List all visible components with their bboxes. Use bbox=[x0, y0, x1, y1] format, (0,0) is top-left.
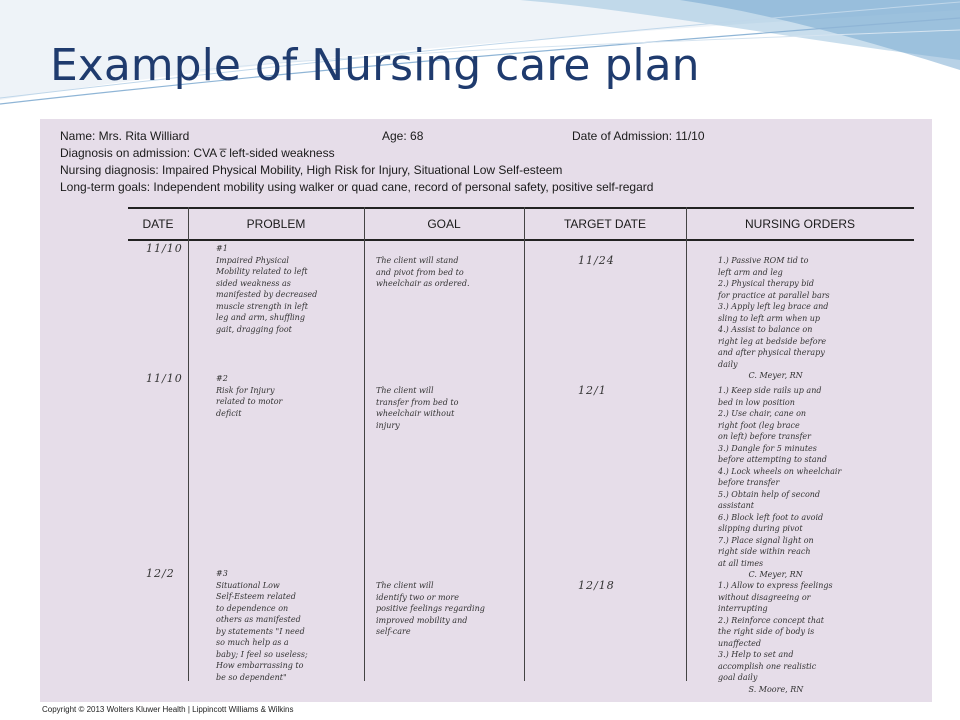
row-date: 11/10 bbox=[146, 372, 183, 385]
care-plan-document bbox=[40, 119, 932, 702]
row-goal: The client will transfer from bed to wheelchair without injury bbox=[376, 386, 459, 430]
care-plan-table bbox=[128, 207, 914, 241]
column-divider bbox=[686, 207, 687, 681]
row-date: 11/10 bbox=[146, 242, 183, 255]
column-divider bbox=[364, 207, 365, 681]
row-problem: #2 Risk for Injury related to motor deficit bbox=[216, 374, 283, 418]
row-nursing-orders: 1.) Allow to express feelings without disagreeing or interrupting 2.) Reinforce concept that the right side of body is unaffected 3.) Help to set and accomplish one realistic goal daily S. Moore, RN bbox=[718, 581, 833, 694]
copyright-footer: Copyright © 2013 Wolters Kluwer Health | Lippincott Williams & Wilkins bbox=[42, 705, 294, 714]
patient-name: Name: Mrs. Rita Williard bbox=[60, 129, 190, 143]
table-header bbox=[128, 207, 914, 241]
diagnosis-admission: Diagnosis on admission: CVA c̅ left-sided weakness bbox=[60, 146, 335, 160]
slide-title: Example of Nursing care plan bbox=[50, 40, 700, 91]
admission-date: Date of Admission: 11/10 bbox=[572, 129, 705, 143]
row-problem: #1 Impaired Physical Mobility related to left sided weakness as manifested by decreased muscle strength in left leg and arm, shuffling gait, dragging foot bbox=[216, 244, 318, 334]
row-goal: The client will identify two or more positive feelings regarding improved mobility and self-care bbox=[376, 581, 485, 636]
row-date: 12/2 bbox=[146, 567, 175, 580]
row-nursing-orders: 1.) Keep side rails up and bed in low position 2.) Use chair, cane on right foot (leg brace on left) before transfer 3.) Dangle for 5 minutes before attempting to stand 4.) Lock wheels on wheelchair before transfer 5.) Obtain help of second assistant 6.) Block left foot to avoid slipping during pivot 7.) Place signal light on right side within reach at all times C. Meyer, RN bbox=[718, 386, 842, 579]
header-goal: GOAL bbox=[427, 217, 461, 231]
row-target-date: 12/1 bbox=[578, 384, 607, 397]
long-term-goals: Long-term goals: Independent mobility using walker or quad cane, record of personal safety, positive self-regard bbox=[60, 180, 654, 194]
column-divider bbox=[188, 207, 189, 681]
header-nursing-orders: NURSING ORDERS bbox=[744, 217, 855, 231]
row-goal: The client will stand and pivot from bed to wheelchair as ordered. bbox=[376, 256, 470, 288]
header-date: DATE bbox=[142, 217, 174, 231]
row-problem: #3 Situational Low Self-Esteem related to dependence on others as manifested by statements "I need so much help as a baby; I feel so useless; How embarrassing to be so dependent" bbox=[216, 569, 308, 682]
nursing-diagnosis: Nursing diagnosis: Impaired Physical Mobility, High Risk for Injury, Situational Low Self-esteem bbox=[60, 163, 563, 177]
row-target-date: 11/24 bbox=[578, 254, 615, 267]
header-problem: PROBLEM bbox=[246, 217, 306, 231]
patient-age: Age: 68 bbox=[382, 129, 424, 143]
column-divider bbox=[524, 207, 525, 681]
row-nursing-orders: 1.) Passive ROM tid to left arm and leg 2.) Physical therapy bid for practice at parallel bars 3.) Apply left leg brace and sling to left arm when up 4.) Assist to balance on right leg at bedside before and after physical therapy daily C. Meyer, RN bbox=[718, 256, 830, 380]
row-target-date: 12/18 bbox=[578, 579, 615, 592]
header-target-date: TARGET DATE bbox=[563, 217, 646, 231]
